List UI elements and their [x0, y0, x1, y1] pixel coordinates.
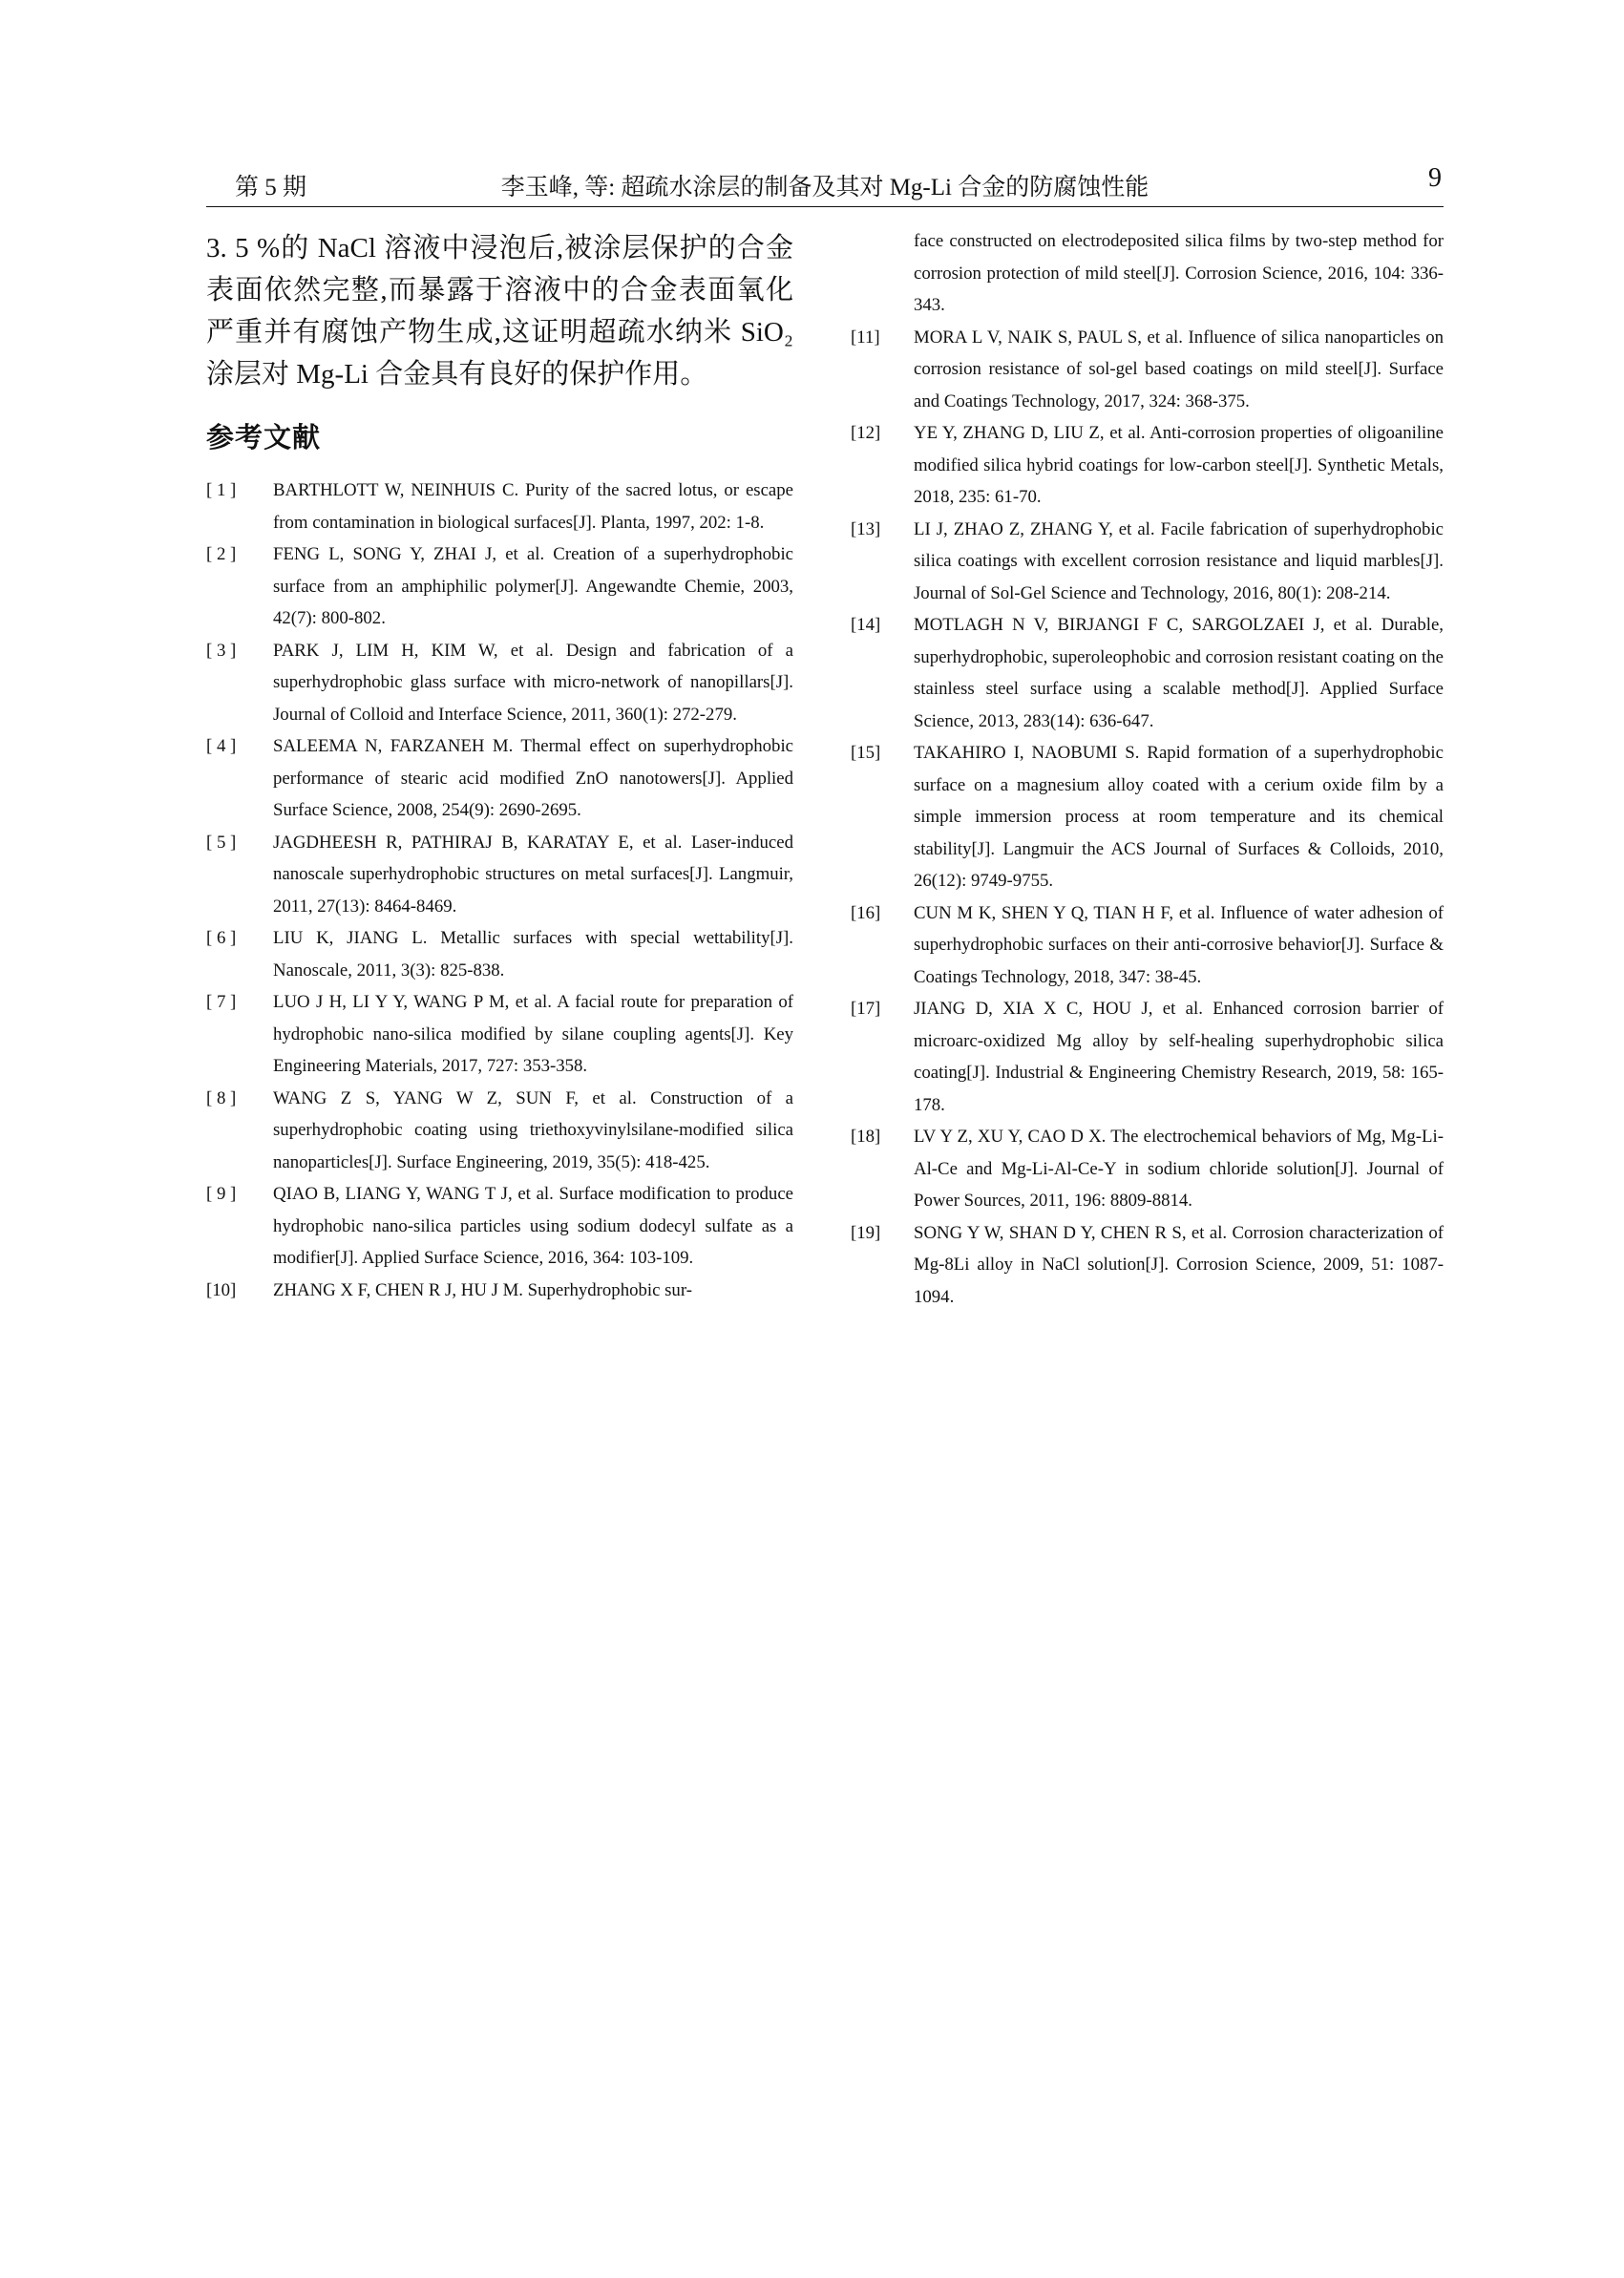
reference-item: [851, 1121, 1444, 1217]
reference-item: [206, 922, 793, 986]
reference-number: [ 7 ]: [206, 992, 237, 1012]
reference-text: PARK J, LIM H, KIM W, et al. Design and fabrication of a superhydrophobic glass surface with micro-network of nanopillars[J]. Journal of Colloid and Interface Science, 2011, 360(1): 272-279.: [273, 640, 793, 725]
reference-number: [18]: [851, 1127, 881, 1147]
running-header: [206, 162, 1444, 207]
running-title: 李玉峰, 等: 超疏水涂层的制备及其对 Mg-Li 合金的防腐蚀性能: [500, 175, 1149, 200]
reference-number: [ 1 ]: [206, 480, 237, 500]
reference-list: [206, 475, 793, 1306]
reference-item: [851, 993, 1444, 1121]
reference-text: MOTLAGH N V, BIRJANGI F C, SARGOLZAEI J, et al. Durable, superhydrophobic, superoleophobic and corrosion resistant coating on the stainless steel surface using a scalable method[J]. Applied Surface Science, 2013, 283(14): 636-647.: [914, 615, 1444, 731]
reference-number: [12]: [851, 423, 881, 443]
reference-text: JIANG D, XIA X C, HOU J, et al. Enhanced corrosion barrier of microarc-oxidized Mg alloy by self-healing superhydrophobic silica coating[J]. Industrial & Engineering Chemistry Research, 2019, 58: 165-178.: [914, 999, 1444, 1115]
reference-text: ZHANG X F, CHEN R J, HU J M. Superhydrophobic sur-: [273, 1279, 692, 1300]
reference-number: [ 5 ]: [206, 832, 237, 853]
reference-item: [851, 609, 1444, 737]
reference-text: JAGDHEESH R, PATHIRAJ B, KARATAY E, et al. Laser-induced nanoscale superhydrophobic structures on metal surfaces[J]. Langmuir, 2011, 27(13): 8464-8469.: [273, 832, 793, 917]
reference-text: SALEEMA N, FARZANEH M. Thermal effect on superhydrophobic performance of stearic acid modified ZnO nanotowers[J]. Applied Surface Science, 2008, 254(9): 2690-2695.: [273, 736, 793, 820]
reference-item: [206, 1083, 793, 1179]
reference-item: [206, 827, 793, 923]
reference-text: LI J, ZHAO Z, ZHANG Y, et al. Facile fabrication of superhydrophobic silica coatings with excellent corrosion resistance and liquid marbles[J]. Journal of Sol-Gel Science and Technology, 2016, 80(1): 208-214.: [914, 518, 1444, 603]
reference-number: [10]: [206, 1279, 237, 1300]
reference-text: LIU K, JIANG L. Metallic surfaces with special wettability[J]. Nanoscale, 2011, 3(3): 825-838.: [273, 928, 793, 981]
reference-number: [ 9 ]: [206, 1184, 237, 1204]
reference-item: [851, 322, 1444, 418]
reference-item: [206, 538, 793, 635]
reference-number: [13]: [851, 518, 881, 539]
reference-item: [851, 897, 1444, 994]
reference-number: [16]: [851, 902, 881, 923]
reference-list: [851, 322, 1444, 1314]
reference-number: [15]: [851, 743, 881, 763]
reference-text: YE Y, ZHANG D, LIU Z, et al. Anti-corrosion properties of oligoaniline modified silica hybrid coatings for low-carbon steel[J]. Synthetic Metals, 2018, 235: 61-70.: [914, 423, 1444, 507]
reference-text: LV Y Z, XU Y, CAO D X. The electrochemical behaviors of Mg, Mg-Li-Al-Ce and Mg-Li-Al-Ce-Y in sodium chloride solution[J]. Journal of Power Sources, 2011, 196: 8809-8814.: [914, 1127, 1444, 1211]
references-heading: 参考文献: [206, 421, 322, 453]
reference-item: [206, 1275, 793, 1307]
reference-item: [851, 417, 1444, 514]
reference-number: [ 3 ]: [206, 640, 237, 661]
reference-item: [206, 475, 793, 538]
reference-item: [206, 635, 793, 731]
reference-number: [17]: [851, 999, 881, 1019]
reference-text: MORA L V, NAIK S, PAUL S, et al. Influence of silica nanoparticles on corrosion resistance of sol-gel based coatings on mild steel[J]. Surface and Coatings Technology, 2017, 324: 368-375.: [914, 327, 1444, 411]
right-column: [851, 225, 1444, 1313]
left-column: [206, 225, 793, 1306]
reference-text: CUN M K, SHEN Y Q, TIAN H F, et al. Influence of water adhesion of superhydrophobic surfaces on their anti-corrosive behavior[J]. Surface & Coatings Technology, 2018, 347: 38-45.: [914, 902, 1444, 987]
issue-label: 第 5 期: [235, 175, 307, 200]
reference-number: [ 6 ]: [206, 928, 237, 948]
reference-number: [11]: [851, 327, 880, 348]
reference-text: FENG L, SONG Y, ZHAI J, et al. Creation of a superhydrophobic surface from an amphiphilic polymer[J]. Angewandte Chemie, 2003, 42(7): 800-802.: [273, 544, 793, 628]
body-paragraph: 3. 5 %的 NaCl 溶液中浸泡后,被涂层保护的合金表面依然完整,而暴露于溶液中的合金表面氧化严重并有腐蚀产物生成,这证明超疏水纳米 SiO₂ 涂层对 Mg-Li 合金具有良好的保护作用。: [206, 233, 793, 390]
reference-text: LUO J H, LI Y Y, WANG P M, et al. A facial route for preparation of hydrophobic nano-silica modified by silane coupling agents[J]. Key Engineering Materials, 2017, 727: 353-358.: [273, 992, 793, 1076]
reference-item: [851, 1217, 1444, 1314]
reference-number: [ 4 ]: [206, 736, 237, 756]
reference-number: [19]: [851, 1222, 881, 1243]
reference-item: [851, 514, 1444, 610]
reference-number: [ 2 ]: [206, 544, 237, 564]
reference-text: BARTHLOTT W, NEINHUIS C. Purity of the sacred lotus, or escape from contamination in biological surfaces[J]. Planta, 1997, 202: 1-8.: [273, 480, 793, 533]
reference-item: [206, 1178, 793, 1275]
reference-number: [ 8 ]: [206, 1087, 237, 1108]
reference-text: WANG Z S, YANG W Z, SUN F, et al. Construction of a superhydrophobic coating using triethoxyvinylsilane-modified silica nanoparticles[J]. Surface Engineering, 2019, 35(5): 418-425.: [273, 1087, 793, 1172]
page-number: 9: [1428, 163, 1442, 193]
reference-text: QIAO B, LIANG Y, WANG T J, et al. Surface modification to produce hydrophobic nano-silica particles using sodium dodecyl sulfate as a modifier[J]. Applied Surface Science, 2016, 364: 103-109.: [273, 1184, 793, 1268]
reference-continuation: face constructed on electrodeposited silica films by two-step method for corrosion protection of mild steel[J]. Corrosion Science, 2016, 104: 336-343.: [914, 231, 1444, 315]
reference-item: [206, 986, 793, 1083]
reference-text: SONG Y W, SHAN D Y, CHEN R S, et al. Corrosion characterization of Mg-8Li alloy in NaCl solution[J]. Corrosion Science, 2009, 51: 1087-1094.: [914, 1222, 1444, 1307]
reference-item: [851, 737, 1444, 897]
reference-text: TAKAHIRO I, NAOBUMI S. Rapid formation of a superhydrophobic surface on a magnesium alloy coated with a cerium oxide film by a simple immersion process at room temperature and its chemical stability[J]. Langmuir the ACS Journal of Surfaces & Colloids, 2010, 26(12): 9749-9755.: [914, 743, 1444, 891]
reference-item: [206, 730, 793, 827]
reference-number: [14]: [851, 615, 881, 635]
